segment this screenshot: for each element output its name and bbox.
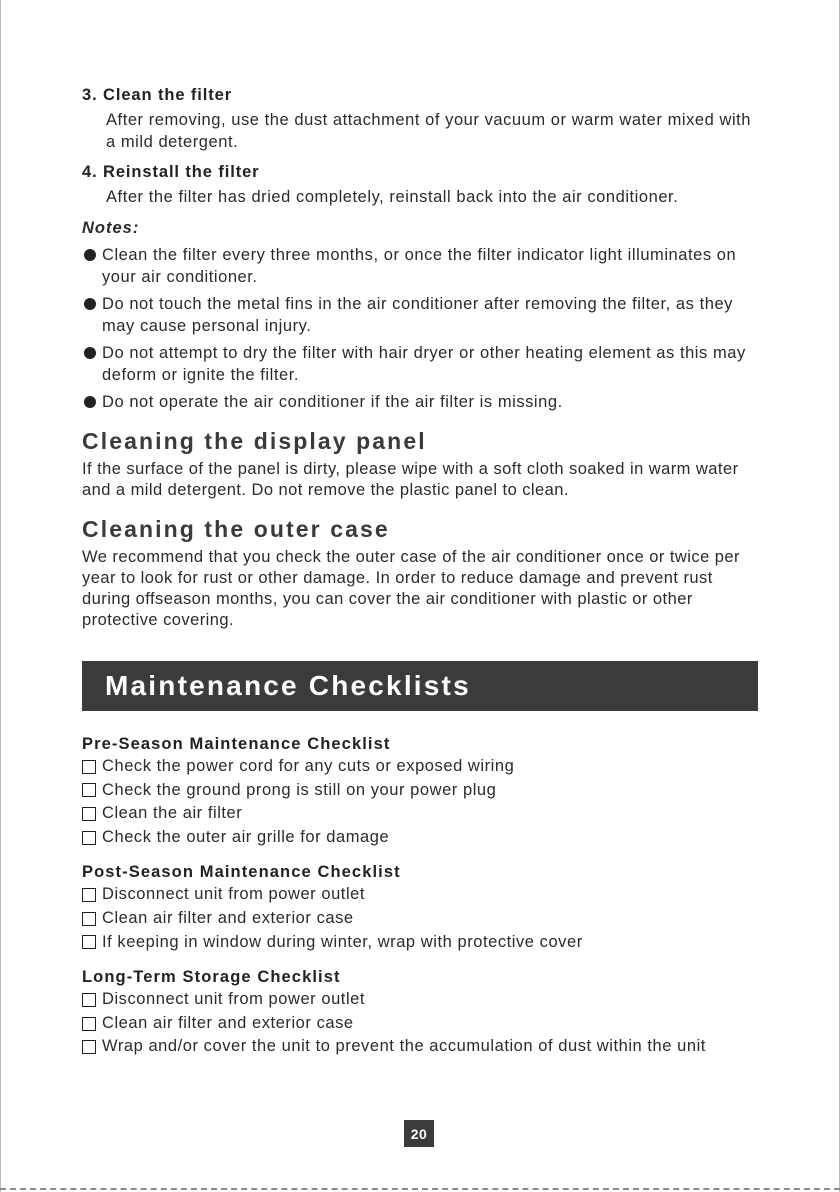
checklist-item-label: Check the power cord for any cuts or exposed wiring — [102, 757, 515, 775]
notes-list — [82, 244, 760, 413]
checkbox[interactable] — [82, 935, 96, 949]
display-panel-heading: Cleaning the display panel — [82, 428, 427, 454]
note-text: Do not attempt to dry the filter with hair dryer or other heating element as this may deform or ignite the filter. — [102, 344, 746, 384]
maintenance-banner — [82, 661, 758, 711]
long-term-storage-checklist — [82, 966, 760, 1059]
checklist-item — [82, 931, 760, 955]
display-panel-body: If the surface of the panel is dirty, please wipe with a soft cloth soaked in warm water and a mild detergent. Do not remove the plastic panel to clean. — [82, 460, 739, 499]
checklist-item — [82, 1035, 760, 1059]
page-content — [82, 84, 760, 1059]
checklist-item — [82, 802, 760, 826]
bullet-icon — [84, 298, 96, 310]
checklist-item — [82, 779, 760, 803]
bullet-icon — [84, 396, 96, 408]
step-title: 3. Clean the filter — [82, 86, 233, 104]
step-body: After the filter has dried completely, reinstall back into the air conditioner. — [106, 188, 679, 206]
step-body: After removing, use the dust attachment of your vacuum or warm water mixed with a mild detergent. — [106, 111, 752, 151]
note-text: Do not touch the metal fins in the air conditioner after removing the filter, as they may cause personal injury. — [102, 295, 733, 335]
checklist-item-label: Disconnect unit from power outlet — [102, 885, 366, 904]
pre-season-checklist — [82, 733, 760, 849]
checklist-item-label: Check the outer air grille for damage — [102, 827, 390, 846]
outer-case-body: We recommend that you check the outer case of the air conditioner once or twice per year to look for rust or other damage. In order to reduce damage and prevent rust during offseason months, you can cover the air conditioner with plastic or other protective covering. — [82, 548, 740, 629]
checklist-item-label: If keeping in window during winter, wrap with protective cover — [102, 932, 583, 951]
banner-title: Maintenance Checklists — [105, 670, 471, 701]
note-item — [82, 293, 760, 337]
checklist-item-label: Clean air filter and exterior case — [102, 1013, 354, 1032]
checkbox[interactable] — [82, 831, 96, 845]
bullet-icon — [84, 347, 96, 359]
checklist-item — [82, 907, 760, 931]
checklist-item — [82, 755, 760, 779]
checklist-item-label: Clean the air filter — [102, 804, 243, 823]
step-clean-filter — [82, 84, 760, 153]
note-text: Clean the filter every three months, or once the filter indicator light illuminates on your air conditioner. — [102, 246, 737, 286]
notes-title: Notes: — [82, 219, 140, 237]
step-reinstall-filter — [82, 161, 760, 208]
page-number: 20 — [404, 1120, 434, 1147]
checklist-item-label: Check the ground prong is still on your power plug — [102, 780, 497, 799]
outer-case-heading: Cleaning the outer case — [82, 516, 390, 542]
note-text: Do not operate the air conditioner if the air filter is missing. — [102, 393, 563, 411]
checkbox[interactable] — [82, 760, 96, 774]
checkbox[interactable] — [82, 993, 96, 1007]
checkbox[interactable] — [82, 1017, 96, 1031]
checklist-item-label: Disconnect unit from power outlet — [102, 990, 366, 1009]
checklist-item-label: Wrap and/or cover the unit to prevent the accumulation of dust within the unit — [102, 1037, 706, 1056]
note-item — [82, 244, 760, 288]
checkbox[interactable] — [82, 912, 96, 926]
page-border-bottom — [0, 1188, 840, 1190]
checklist-item — [82, 988, 760, 1012]
checklist-title: Pre-Season Maintenance Checklist — [82, 735, 391, 753]
step-title: 4. Reinstall the filter — [82, 163, 260, 181]
checklist-item-label: Clean air filter and exterior case — [102, 908, 354, 927]
checkbox[interactable] — [82, 807, 96, 821]
page-border-left — [0, 0, 1, 1192]
note-item — [82, 342, 760, 386]
bullet-icon — [84, 249, 96, 261]
checklist-title: Post-Season Maintenance Checklist — [82, 863, 401, 882]
checkbox[interactable] — [82, 783, 96, 797]
post-season-checklist — [82, 861, 760, 954]
note-item — [82, 391, 760, 413]
checklist-item — [82, 1012, 760, 1036]
checklist-item — [82, 883, 760, 907]
checklist-title: Long-Term Storage Checklist — [82, 968, 341, 987]
checkbox[interactable] — [82, 888, 96, 902]
checklist-item — [82, 826, 760, 850]
checkbox[interactable] — [82, 1040, 96, 1054]
